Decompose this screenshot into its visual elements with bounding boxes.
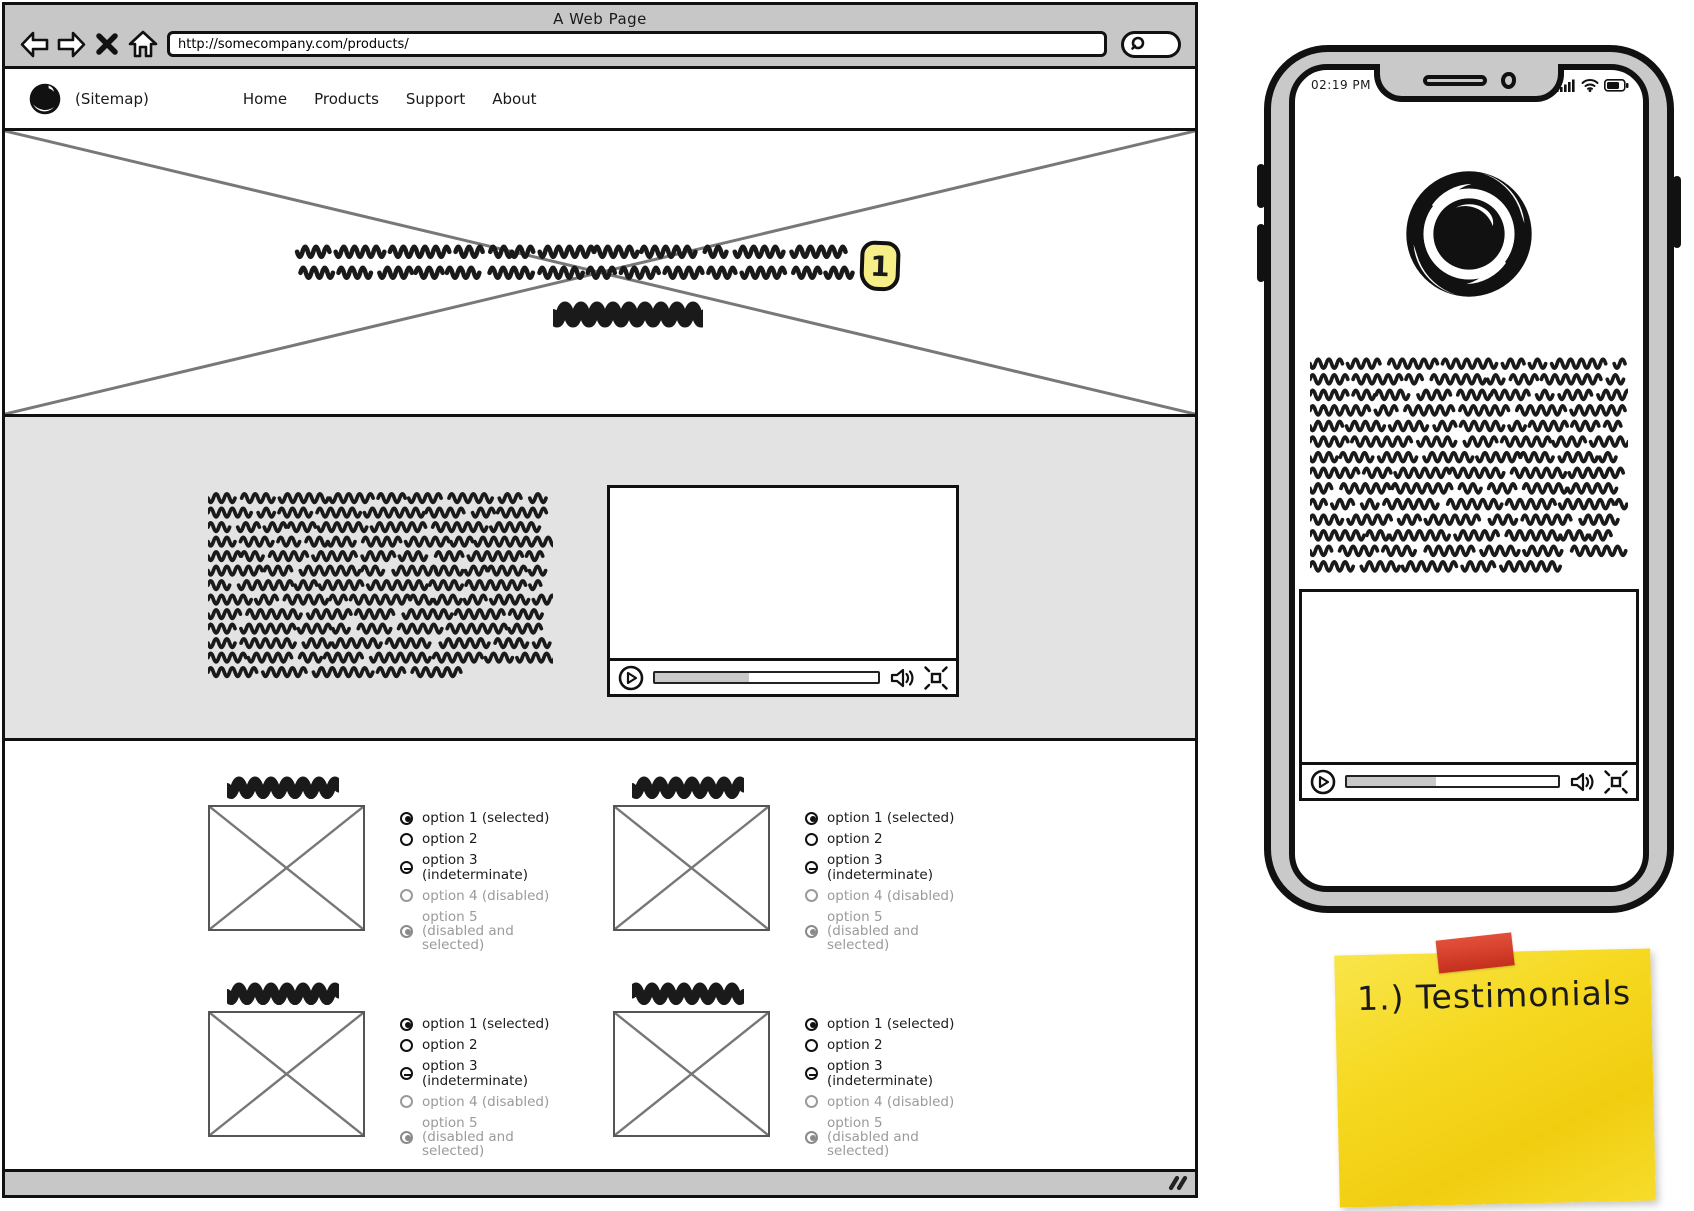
back-arrow-icon [20, 31, 50, 58]
radio-option-4 [805, 889, 985, 903]
placeholder-x-icon [615, 1013, 768, 1135]
radio-option-1[interactable] [805, 1017, 985, 1031]
radio-option-5 [805, 1116, 985, 1159]
radio-disabled-selected-icon [805, 925, 818, 938]
radio-option-2[interactable] [805, 1038, 985, 1052]
radio-option-4 [805, 1095, 985, 1109]
radio-option-2[interactable] [400, 832, 580, 846]
video-progress-fill [1347, 777, 1436, 786]
annotation-marker-1[interactable]: 1 [859, 240, 901, 291]
radio-indeterminate-icon [400, 1067, 413, 1080]
browser-statusbar [5, 1169, 1195, 1195]
placeholder-x-icon [210, 1013, 363, 1135]
back-button[interactable] [19, 30, 51, 58]
radio-option-label: option 4 (disabled) [827, 887, 955, 904]
radio-option-label: option 1 (selected) [422, 810, 550, 826]
stop-x-icon [95, 32, 119, 56]
nav-item-about[interactable]: About [492, 89, 537, 108]
phone-speaker-icon [1423, 75, 1487, 86]
search-button[interactable] [1121, 31, 1181, 58]
radio-option-label: option 1 (selected) [827, 1016, 955, 1032]
radio-indeterminate-icon [805, 1067, 818, 1080]
radio-selected-icon [805, 812, 818, 825]
phone-volume-up-button[interactable] [1257, 164, 1265, 208]
radio-option-label: option 1 (selected) [827, 810, 955, 826]
product-3-radio-group [400, 1017, 580, 1165]
nav-menu [243, 90, 537, 108]
radio-option-label: option 3 (indeterminate) [827, 1058, 933, 1089]
product-4-image-placeholder [613, 1011, 770, 1137]
products-section [5, 741, 1195, 1160]
radio-selected-icon [805, 1018, 818, 1031]
product-1-image-placeholder [208, 805, 365, 931]
wifi-icon [1581, 78, 1599, 92]
product-1-radio-group [400, 811, 580, 959]
hero-scribble-text [292, 239, 857, 290]
product-2-image-placeholder [613, 805, 770, 931]
phone-clock: 02:19 PM [1311, 78, 1371, 92]
browser-window [2, 2, 1198, 1198]
radio-indeterminate-icon [400, 861, 413, 874]
nav-item-support[interactable]: Support [405, 89, 466, 108]
phone-screen [1289, 64, 1649, 892]
radio-disabled-selected-icon [400, 1131, 413, 1144]
fullscreen-button[interactable] [924, 666, 948, 690]
phone-scribble-paragraph [1310, 354, 1628, 581]
radio-option-sublabel: (disabled and selected) [422, 1129, 514, 1160]
play-button[interactable] [1310, 769, 1336, 795]
resize-handle-icon[interactable] [1163, 1172, 1189, 1192]
radio-option-5 [805, 910, 985, 953]
radio-option-label: option 1 (selected) [422, 1016, 550, 1032]
forward-arrow-icon [56, 31, 86, 58]
tape-icon [1436, 932, 1515, 973]
play-button[interactable] [618, 665, 644, 691]
radio-disabled-selected-icon [400, 925, 413, 938]
phone-video-controls [1302, 762, 1636, 798]
radio-option-label: option 2 [827, 831, 883, 848]
radio-option-label: option 5 [422, 1114, 478, 1131]
radio-selected-icon [400, 1018, 413, 1031]
radio-option-label: option 3 (indeterminate) [827, 852, 933, 883]
phone-status-icons [1556, 78, 1629, 92]
nav-item-home[interactable]: Home [242, 89, 288, 108]
radio-option-3[interactable] [805, 1059, 985, 1087]
radio-disabled-icon [805, 889, 818, 902]
radio-option-3[interactable] [400, 1059, 580, 1087]
volume-button[interactable] [1569, 770, 1595, 794]
placeholder-x-icon [615, 807, 768, 929]
stop-button[interactable] [91, 30, 123, 58]
video-progress-fill [655, 673, 749, 682]
battery-icon [1604, 79, 1629, 92]
product-2-radio-group [805, 811, 985, 959]
radio-option-label: option 3 (indeterminate) [422, 852, 528, 883]
home-icon [128, 30, 158, 58]
radio-unselected-icon [400, 1039, 413, 1052]
product-4-radio-group [805, 1017, 985, 1165]
radio-disabled-selected-icon [805, 1131, 818, 1144]
radio-option-2[interactable] [805, 832, 985, 846]
fullscreen-button[interactable] [1604, 770, 1628, 794]
radio-option-sublabel: (disabled and selected) [422, 923, 514, 954]
radio-option-label: option 5 [827, 1114, 883, 1131]
placeholder-x-icon [210, 807, 363, 929]
video-seek-bar[interactable] [653, 671, 880, 684]
radio-option-label: option 4 (disabled) [827, 1093, 955, 1110]
radio-option-4 [400, 1095, 580, 1109]
product-3-image-placeholder [208, 1011, 365, 1137]
radio-option-label: option 5 [827, 908, 883, 925]
sticky-note [1334, 948, 1656, 1207]
phone-notch [1374, 64, 1564, 102]
radio-option-3[interactable] [805, 853, 985, 881]
sitemap-link[interactable]: (Sitemap) [75, 89, 149, 108]
url-input[interactable] [167, 31, 1107, 57]
site-logo-icon[interactable] [27, 81, 63, 117]
video-controls [610, 658, 956, 694]
feature-section [5, 417, 1195, 741]
radio-disabled-icon [805, 1095, 818, 1108]
browser-chrome [5, 5, 1195, 69]
radio-option-label: option 2 [422, 831, 478, 848]
radio-disabled-icon [400, 1095, 413, 1108]
radio-disabled-icon [400, 889, 413, 902]
phone-video-player [1299, 589, 1639, 801]
radio-unselected-icon [805, 1039, 818, 1052]
nav-item-products[interactable]: Products [314, 89, 379, 108]
radio-option-5 [400, 1116, 580, 1159]
radio-option-label: option 5 [422, 908, 478, 925]
radio-selected-icon [400, 812, 413, 825]
radio-option-2[interactable] [400, 1038, 580, 1052]
radio-option-label: option 4 (disabled) [422, 1093, 550, 1110]
radio-option-sublabel: (disabled and selected) [827, 923, 919, 954]
radio-indeterminate-icon [805, 861, 818, 874]
radio-option-1[interactable] [400, 1017, 580, 1031]
radio-option-3[interactable] [400, 853, 580, 881]
hero-image-placeholder [5, 131, 1195, 417]
radio-option-label: option 3 (indeterminate) [422, 1058, 528, 1089]
phone-mockup [1264, 45, 1674, 913]
radio-option-label: option 2 [422, 1037, 478, 1054]
radio-option-1[interactable] [400, 811, 580, 825]
radio-option-4 [400, 889, 580, 903]
hero-scribble-word [553, 293, 703, 340]
radio-option-5 [400, 910, 580, 953]
browser-toolbar [19, 30, 1189, 58]
radio-option-sublabel: (disabled and selected) [827, 1129, 919, 1160]
video-seek-bar[interactable] [1345, 775, 1560, 788]
volume-button[interactable] [889, 666, 915, 690]
sticky-note-text: 1.) Testimonials [1356, 972, 1632, 1019]
radio-option-label: option 4 (disabled) [422, 887, 550, 904]
site-navbar [5, 69, 1195, 131]
app-lens-logo-icon [1403, 168, 1535, 300]
window-title: A Web Page [553, 10, 647, 28]
radio-option-1[interactable] [805, 811, 985, 825]
radio-option-label: option 2 [827, 1037, 883, 1054]
radio-unselected-icon [400, 833, 413, 846]
radio-unselected-icon [805, 833, 818, 846]
phone-power-button[interactable] [1673, 176, 1681, 248]
forward-button[interactable] [55, 30, 87, 58]
search-icon [1129, 34, 1149, 54]
phone-volume-down-button[interactable] [1257, 224, 1265, 282]
video-player [607, 485, 959, 697]
home-button[interactable] [127, 30, 159, 58]
feature-scribble-paragraph [208, 489, 553, 686]
phone-camera-icon [1501, 72, 1516, 89]
